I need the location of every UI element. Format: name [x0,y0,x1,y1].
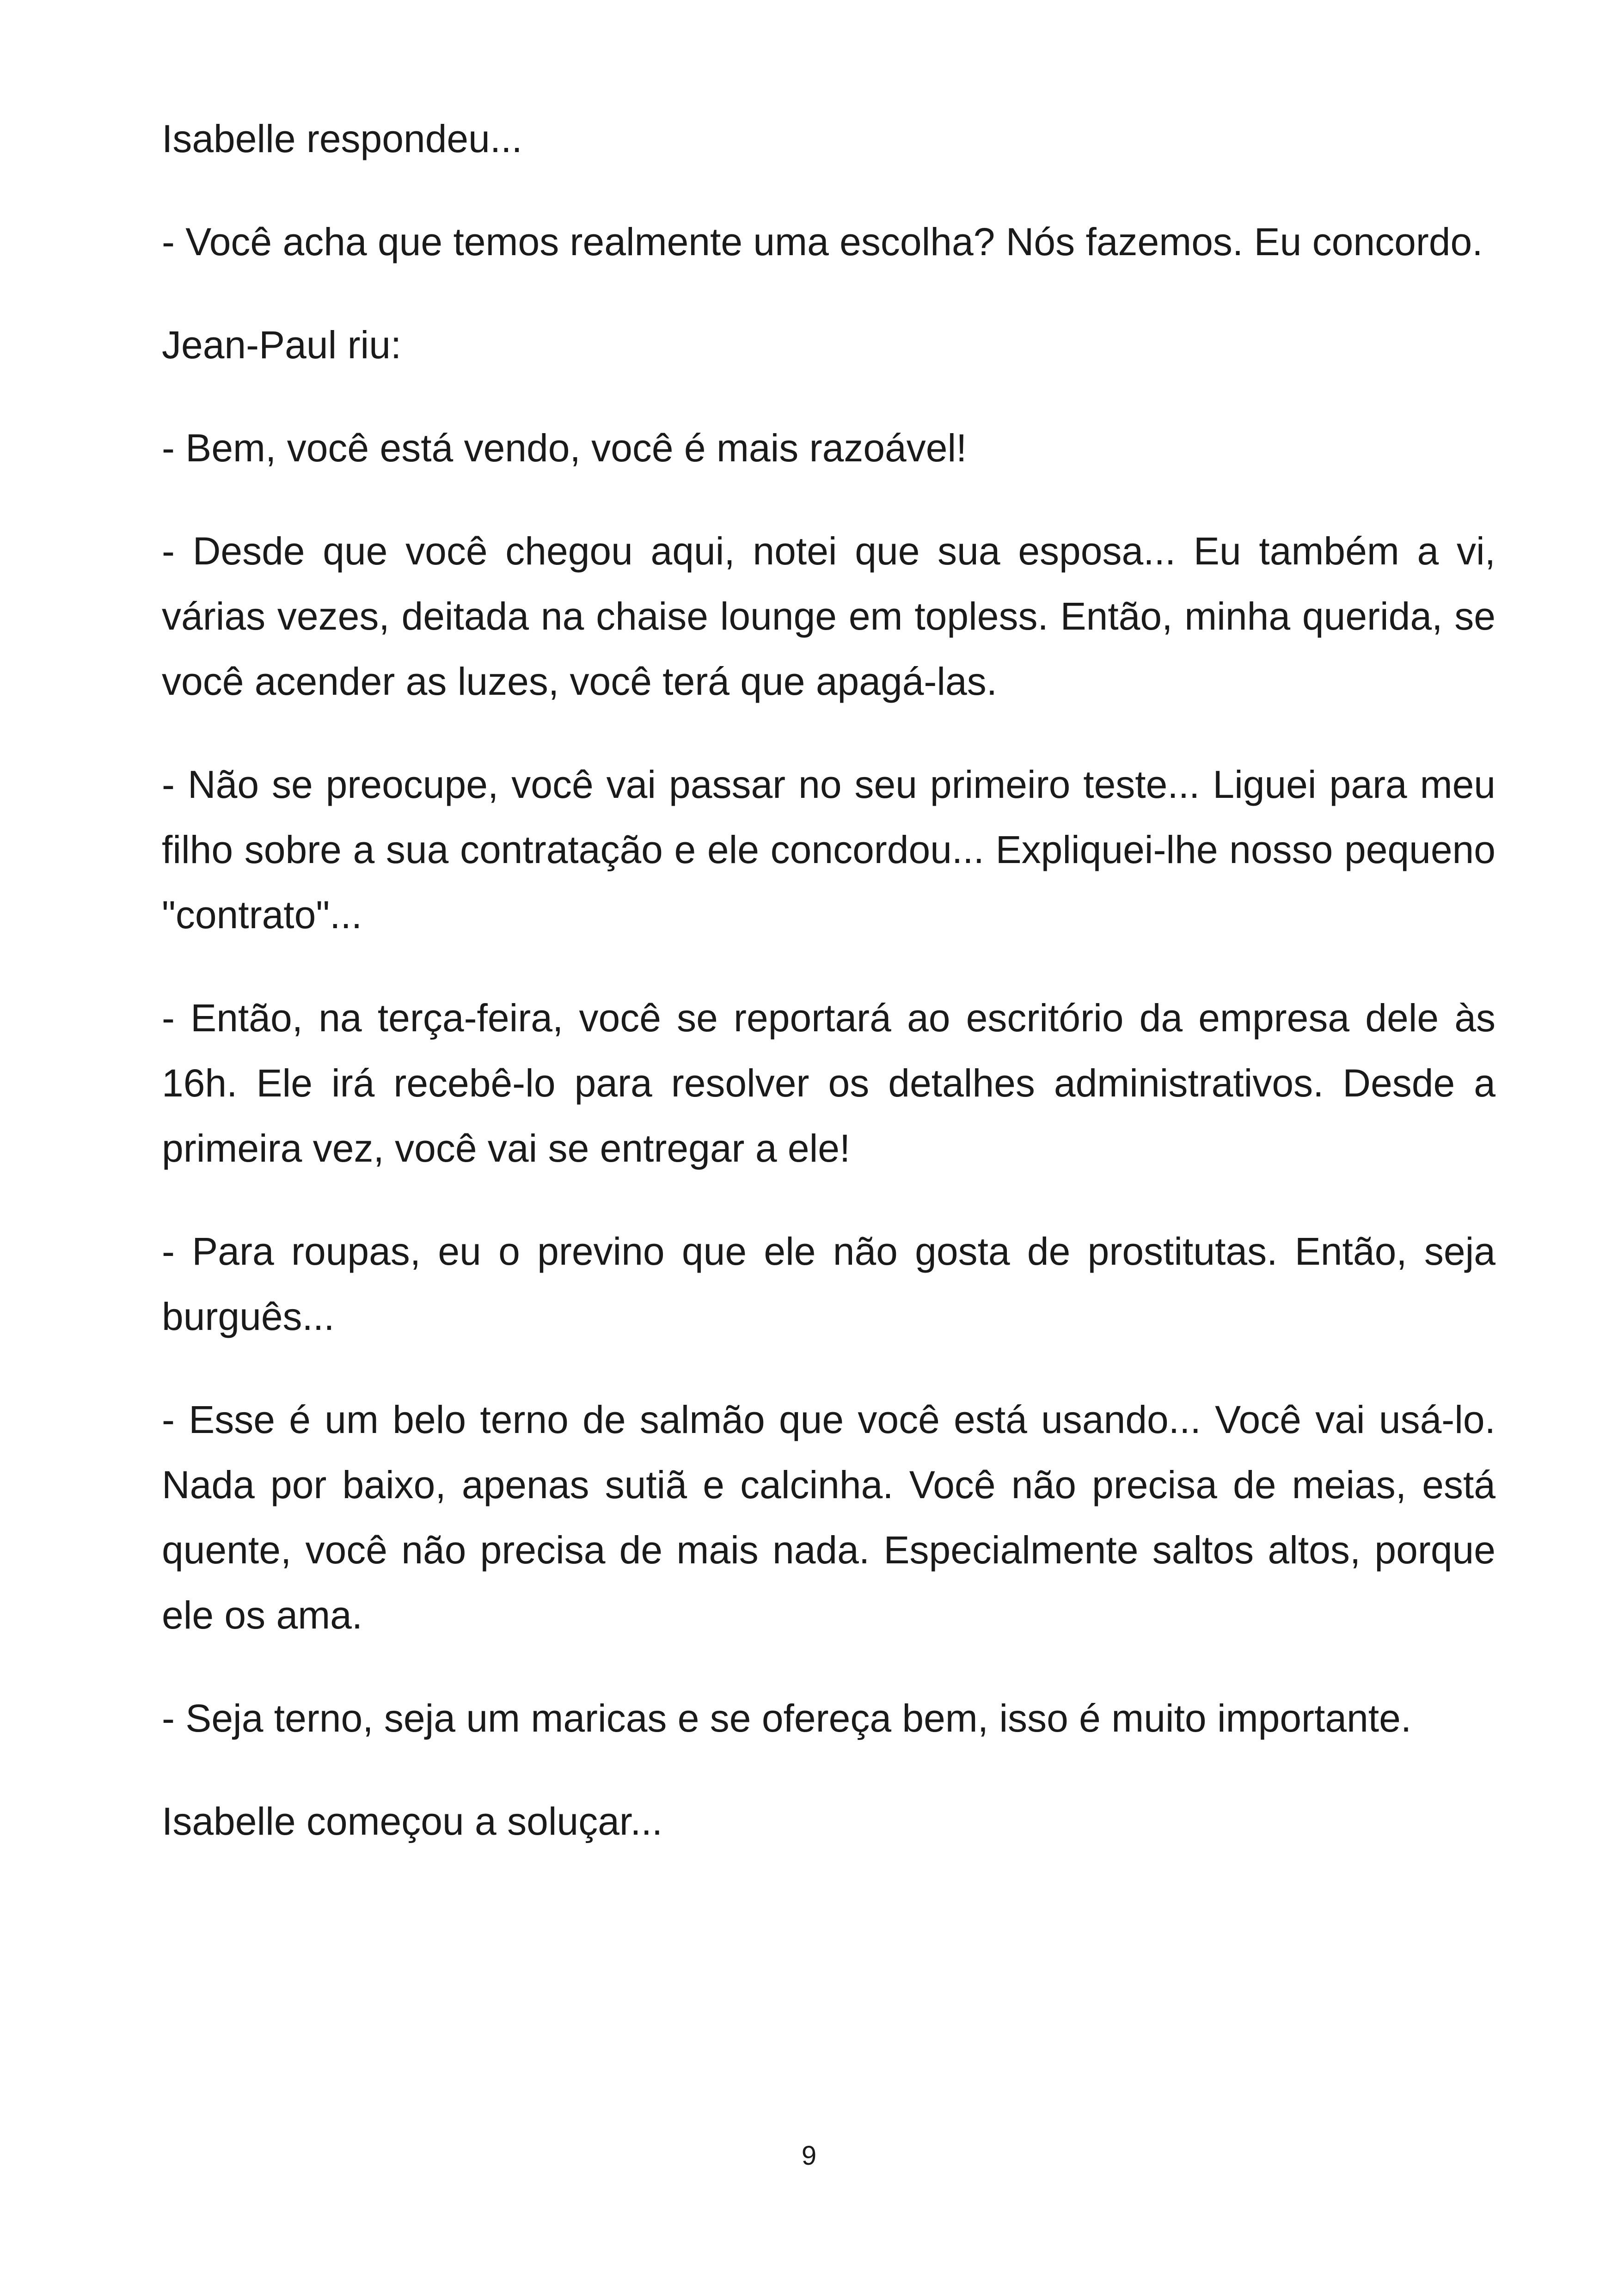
body-text [162,106,1495,1892]
page-number: 9 [801,2141,817,2171]
paragraph-8: - Para roupas, eu o previno que ele não gosta de prostitutas. Então, seja burguês... [162,1230,1495,1338]
paragraph-3: Jean-Paul riu: [162,323,402,367]
paragraph-7: - Então, na terça-feira, você se reportará ao escritório da empresa dele às 16h. Ele irá recebê-lo para resolver os detalhes administrativos. Desde a primeira vez, você vai se entregar a ele! [162,996,1495,1170]
paragraph-5: - Desde que você chegou aqui, notei que sua esposa... Eu também a vi, várias vezes, deitada na chaise lounge em topless. Então, minha querida, se você acender as luzes, você terá que apagá-las. [162,529,1495,703]
paragraph-4: - Bem, você está vendo, você é mais razoável! [162,426,967,470]
paragraph-9: - Esse é um belo terno de salmão que você está usando... Você vai usá-lo. Nada por baixo, apenas sutiã e calcinha. Você não precisa de meias, está quente, você não precisa de mais nada. Especialmente saltos altos, porque ele os ama. [162,1398,1495,1637]
paragraph-1: Isabelle respondeu... [162,117,522,160]
paragraph-6: - Não se preocupe, você vai passar no seu primeiro teste... Liguei para meu filho sobre a sua contratação e ele concordou... Expliquei-lhe nosso pequeno "contrato"... [162,763,1495,937]
paragraph-11: Isabelle começou a soluçar... [162,1800,663,1843]
paragraph-2: - Você acha que temos realmente uma escolha? Nós fazemos. Eu concordo. [162,220,1483,263]
paragraph-10: - Seja terno, seja um maricas e se ofereça bem, isso é muito importante. [162,1696,1412,1740]
